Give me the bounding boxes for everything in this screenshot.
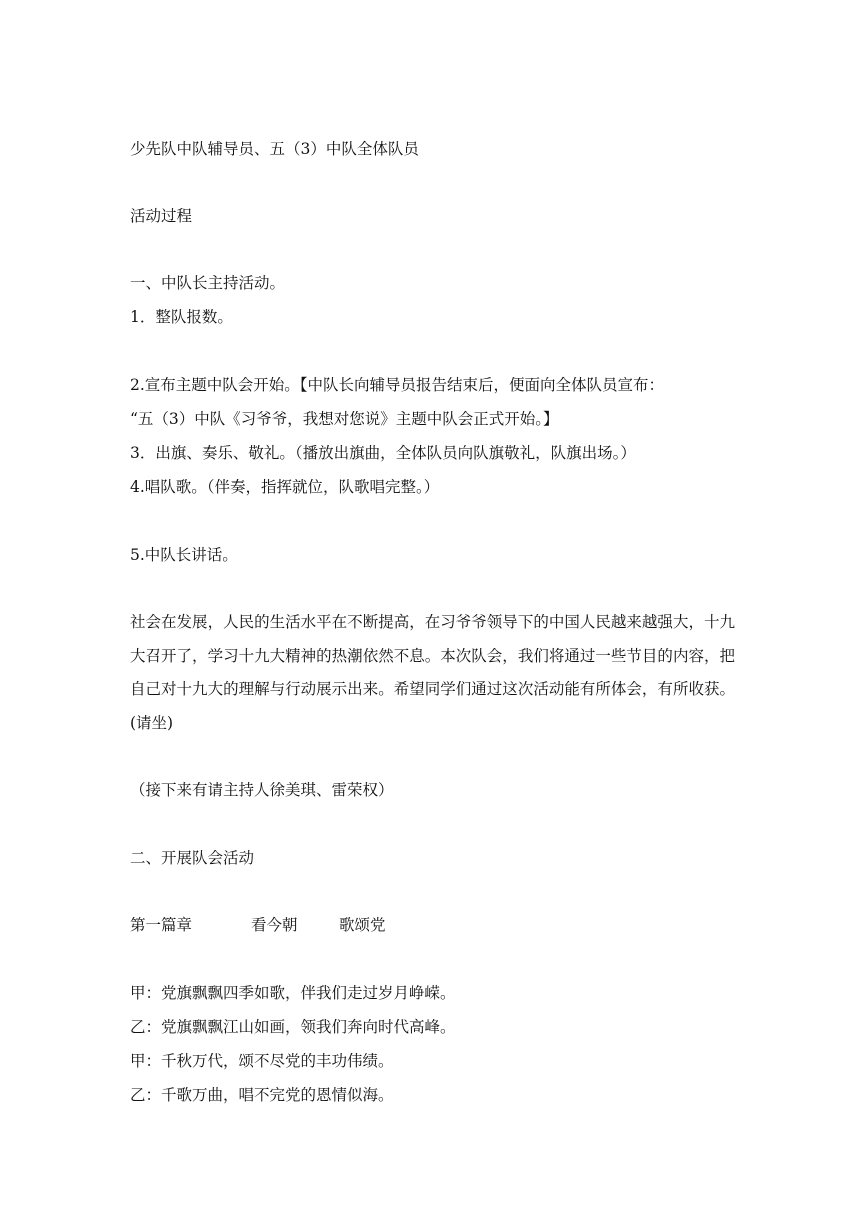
dialogue-line: 乙：千歌万曲，唱不完党的恩情似海。 — [130, 1086, 394, 1104]
step-3: 3．出旗、奏乐、敬礼。（播放出旗曲，全体队员向队旗敬礼，队旗出场。） — [130, 444, 636, 462]
step-4: 4.唱队歌。（伴奏，指挥就位，队歌唱完整。） — [130, 478, 440, 496]
step-1: 1．整队报数。 — [130, 308, 233, 326]
chapter-number: 第一篇章 — [130, 916, 193, 934]
step-2-line2: “五（3）中队《习爷爷，我想对您说》主题中队会正式开始。】 — [130, 410, 559, 428]
chapter-title-1: 看今朝 — [251, 916, 298, 934]
leader-speech: 社会在发展，人民的生活水平在不断提高，在习爷爷领导下的中国人民越来越强大，十九大召开了，学习十九大精神的热潮依然不息。本次队会，我们将通过一些节目的内容，把自己对十九大的理解与行动展示出来。希望同学们通过这次活动能有所体会，有所收获。(请坐) — [130, 613, 735, 732]
step-2-line1: 2.宣布主题中队会开始。【中队长向辅导员报告结束后，便面向全体队员宣布： — [130, 376, 665, 394]
chapter-title-2: 歌颂党 — [339, 916, 386, 934]
section1-heading: 一、中队长主持活动。 — [130, 274, 286, 292]
process-heading: 活动过程 — [130, 207, 193, 225]
dialogue-line: 乙：党旗飘飘江山如画，领我们奔向时代高峰。 — [130, 1018, 456, 1036]
step-5: 5.中队长讲话。 — [130, 546, 238, 564]
dialogue-line: 甲：千秋万代，颂不尽党的丰功伟绩。 — [130, 1052, 394, 1070]
chapter-heading — [130, 915, 735, 935]
participants-line: 少先队中队辅导员、五（3）中队全体队员 — [130, 140, 419, 158]
dialogue-line: 甲：党旗飘飘四季如歌，伴我们走过岁月峥嵘。 — [130, 984, 456, 1002]
hosts-intro: （接下来有请主持人徐美琪、雷荣权） — [130, 781, 394, 799]
section2-heading: 二、开展队会活动 — [130, 849, 255, 867]
